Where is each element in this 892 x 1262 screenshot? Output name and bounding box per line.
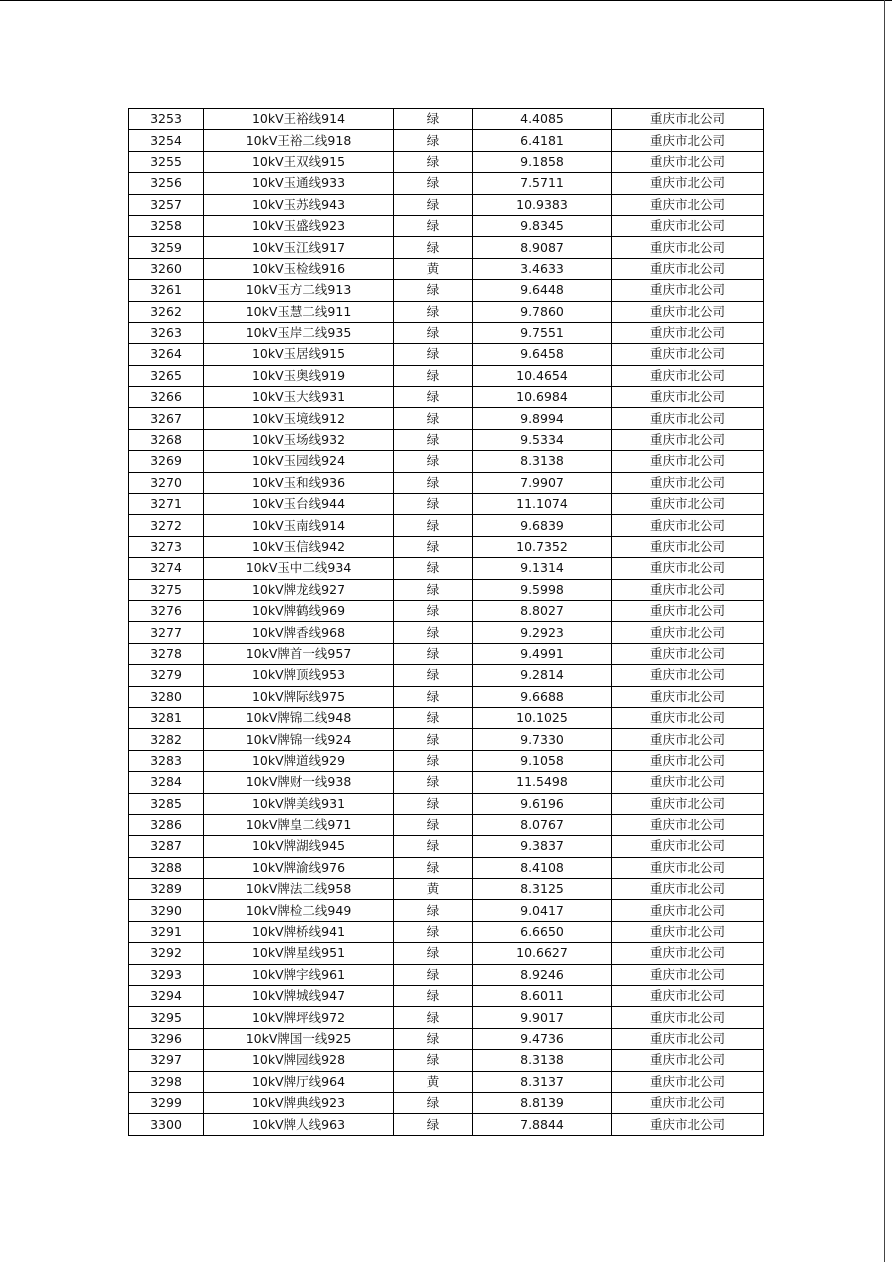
company-cell: 重庆市北公司 — [612, 772, 764, 793]
line-name-cell: 10kV牌首一线957 — [204, 643, 394, 664]
company-cell: 重庆市北公司 — [612, 600, 764, 621]
line-name-cell: 10kV牌美线931 — [204, 793, 394, 814]
status-color-cell: 绿 — [394, 1007, 473, 1028]
status-color-cell: 绿 — [394, 280, 473, 301]
table-row — [129, 814, 764, 835]
line-name-cell: 10kV牌城线947 — [204, 986, 394, 1007]
row-number-cell: 3275 — [129, 579, 204, 600]
row-number-cell: 3272 — [129, 515, 204, 536]
table-row — [129, 515, 764, 536]
value-cell: 8.4108 — [473, 857, 612, 878]
value-cell: 8.6011 — [473, 986, 612, 1007]
company-cell: 重庆市北公司 — [612, 665, 764, 686]
line-name-cell: 10kV玉信线942 — [204, 536, 394, 557]
value-cell: 9.1058 — [473, 750, 612, 771]
company-cell: 重庆市北公司 — [612, 408, 764, 429]
company-cell: 重庆市北公司 — [612, 964, 764, 985]
value-cell: 9.2923 — [473, 622, 612, 643]
row-number-cell: 3263 — [129, 322, 204, 343]
status-color-cell: 绿 — [394, 600, 473, 621]
value-cell: 8.3138 — [473, 1050, 612, 1071]
company-cell: 重庆市北公司 — [612, 943, 764, 964]
table-row — [129, 130, 764, 151]
value-cell: 9.6688 — [473, 686, 612, 707]
line-name-cell: 10kV玉大线931 — [204, 387, 394, 408]
line-name-cell: 10kV牌国一线925 — [204, 1028, 394, 1049]
value-cell: 10.4654 — [473, 365, 612, 386]
table-row — [129, 1028, 764, 1049]
row-number-cell: 3253 — [129, 109, 204, 130]
value-cell: 9.7551 — [473, 322, 612, 343]
line-name-cell: 10kV牌际线975 — [204, 686, 394, 707]
table-row — [129, 494, 764, 515]
line-data-table — [128, 108, 764, 1136]
value-cell: 7.8844 — [473, 1114, 612, 1135]
status-color-cell: 绿 — [394, 943, 473, 964]
row-number-cell: 3279 — [129, 665, 204, 686]
company-cell: 重庆市北公司 — [612, 729, 764, 750]
row-number-cell: 3289 — [129, 879, 204, 900]
row-number-cell: 3266 — [129, 387, 204, 408]
value-cell: 10.7352 — [473, 536, 612, 557]
table-row — [129, 1007, 764, 1028]
value-cell: 9.7330 — [473, 729, 612, 750]
value-cell: 9.2814 — [473, 665, 612, 686]
line-name-cell: 10kV牌顶线953 — [204, 665, 394, 686]
row-number-cell: 3271 — [129, 494, 204, 515]
status-color-cell: 绿 — [394, 387, 473, 408]
company-cell: 重庆市北公司 — [612, 472, 764, 493]
value-cell: 9.5334 — [473, 429, 612, 450]
company-cell: 重庆市北公司 — [612, 280, 764, 301]
row-number-cell: 3297 — [129, 1050, 204, 1071]
row-number-cell: 3296 — [129, 1028, 204, 1049]
company-cell: 重庆市北公司 — [612, 986, 764, 1007]
row-number-cell: 3274 — [129, 558, 204, 579]
table-row — [129, 793, 764, 814]
line-name-cell: 10kV牌坪线972 — [204, 1007, 394, 1028]
value-cell: 6.6650 — [473, 921, 612, 942]
table-row — [129, 301, 764, 322]
row-number-cell: 3283 — [129, 750, 204, 771]
table-row — [129, 344, 764, 365]
status-color-cell: 绿 — [394, 986, 473, 1007]
line-name-cell: 10kV牌鹤线969 — [204, 600, 394, 621]
status-color-cell: 黄 — [394, 1071, 473, 1092]
status-color-cell: 黄 — [394, 879, 473, 900]
status-color-cell: 绿 — [394, 665, 473, 686]
value-cell: 8.8139 — [473, 1092, 612, 1113]
line-name-cell: 10kV玉岸二线935 — [204, 322, 394, 343]
table-row — [129, 1071, 764, 1092]
row-number-cell: 3288 — [129, 857, 204, 878]
status-color-cell: 绿 — [394, 643, 473, 664]
value-cell: 9.1314 — [473, 558, 612, 579]
line-name-cell: 10kV玉奥线919 — [204, 365, 394, 386]
company-cell: 重庆市北公司 — [612, 515, 764, 536]
value-cell: 9.6839 — [473, 515, 612, 536]
row-number-cell: 3267 — [129, 408, 204, 429]
status-color-cell: 绿 — [394, 151, 473, 172]
status-color-cell: 绿 — [394, 173, 473, 194]
status-color-cell: 绿 — [394, 322, 473, 343]
value-cell: 10.9383 — [473, 194, 612, 215]
company-cell: 重庆市北公司 — [612, 258, 764, 279]
value-cell: 9.4736 — [473, 1028, 612, 1049]
value-cell: 10.1025 — [473, 707, 612, 728]
table-row — [129, 622, 764, 643]
value-cell: 9.4991 — [473, 643, 612, 664]
company-cell: 重庆市北公司 — [612, 1007, 764, 1028]
status-color-cell: 绿 — [394, 365, 473, 386]
status-color-cell: 绿 — [394, 429, 473, 450]
row-number-cell: 3291 — [129, 921, 204, 942]
line-name-cell: 10kV玉台线944 — [204, 494, 394, 515]
status-color-cell: 绿 — [394, 857, 473, 878]
row-number-cell: 3256 — [129, 173, 204, 194]
status-color-cell: 绿 — [394, 1028, 473, 1049]
value-cell: 9.0417 — [473, 900, 612, 921]
table-row — [129, 772, 764, 793]
line-name-cell: 10kV王裕二线918 — [204, 130, 394, 151]
company-cell: 重庆市北公司 — [612, 1114, 764, 1135]
company-cell: 重庆市北公司 — [612, 429, 764, 450]
line-name-cell: 10kV牌厅线964 — [204, 1071, 394, 1092]
company-cell: 重庆市北公司 — [612, 793, 764, 814]
value-cell: 8.0767 — [473, 814, 612, 835]
row-number-cell: 3298 — [129, 1071, 204, 1092]
row-number-cell: 3278 — [129, 643, 204, 664]
table-row — [129, 536, 764, 557]
value-cell: 7.9907 — [473, 472, 612, 493]
value-cell: 8.3137 — [473, 1071, 612, 1092]
table-row — [129, 472, 764, 493]
row-number-cell: 3255 — [129, 151, 204, 172]
value-cell: 9.7860 — [473, 301, 612, 322]
row-number-cell: 3254 — [129, 130, 204, 151]
table-row — [129, 280, 764, 301]
line-name-cell: 10kV牌园线928 — [204, 1050, 394, 1071]
table-row — [129, 322, 764, 343]
company-cell: 重庆市北公司 — [612, 109, 764, 130]
status-color-cell: 绿 — [394, 215, 473, 236]
row-number-cell: 3265 — [129, 365, 204, 386]
value-cell: 9.3837 — [473, 836, 612, 857]
table-row — [129, 558, 764, 579]
company-cell: 重庆市北公司 — [612, 857, 764, 878]
value-cell: 9.5998 — [473, 579, 612, 600]
company-cell: 重庆市北公司 — [612, 215, 764, 236]
value-cell: 3.4633 — [473, 258, 612, 279]
company-cell: 重庆市北公司 — [612, 750, 764, 771]
table-row — [129, 408, 764, 429]
table-row — [129, 194, 764, 215]
row-number-cell: 3280 — [129, 686, 204, 707]
table-row — [129, 665, 764, 686]
line-name-cell: 10kV牌湖线945 — [204, 836, 394, 857]
company-cell: 重庆市北公司 — [612, 1092, 764, 1113]
status-color-cell: 黄 — [394, 258, 473, 279]
company-cell: 重庆市北公司 — [612, 814, 764, 835]
company-cell: 重庆市北公司 — [612, 451, 764, 472]
company-cell: 重庆市北公司 — [612, 322, 764, 343]
table-row — [129, 237, 764, 258]
line-name-cell: 10kV牌皇二线971 — [204, 814, 394, 835]
table-row — [129, 879, 764, 900]
line-name-cell: 10kV牌法二线958 — [204, 879, 394, 900]
line-name-cell: 10kV牌锦一线924 — [204, 729, 394, 750]
company-cell: 重庆市北公司 — [612, 579, 764, 600]
row-number-cell: 3269 — [129, 451, 204, 472]
line-name-cell: 10kV牌龙线927 — [204, 579, 394, 600]
status-color-cell: 绿 — [394, 558, 473, 579]
status-color-cell: 绿 — [394, 900, 473, 921]
table-body — [129, 109, 764, 1136]
value-cell: 7.5711 — [473, 173, 612, 194]
status-color-cell: 绿 — [394, 130, 473, 151]
line-name-cell: 10kV王裕线914 — [204, 109, 394, 130]
line-name-cell: 10kV玉中二线934 — [204, 558, 394, 579]
value-cell: 9.1858 — [473, 151, 612, 172]
status-color-cell: 绿 — [394, 536, 473, 557]
table-row — [129, 986, 764, 1007]
row-number-cell: 3276 — [129, 600, 204, 621]
line-name-cell: 10kV玉盛线923 — [204, 215, 394, 236]
page-top-edge — [0, 0, 892, 1]
table-row — [129, 964, 764, 985]
table-row — [129, 686, 764, 707]
company-cell: 重庆市北公司 — [612, 836, 764, 857]
row-number-cell: 3284 — [129, 772, 204, 793]
row-number-cell: 3287 — [129, 836, 204, 857]
table-row — [129, 836, 764, 857]
line-name-cell: 10kV牌典线923 — [204, 1092, 394, 1113]
table-row — [129, 387, 764, 408]
status-color-cell: 绿 — [394, 707, 473, 728]
company-cell: 重庆市北公司 — [612, 921, 764, 942]
company-cell: 重庆市北公司 — [612, 344, 764, 365]
row-number-cell: 3262 — [129, 301, 204, 322]
company-cell: 重庆市北公司 — [612, 387, 764, 408]
company-cell: 重庆市北公司 — [612, 558, 764, 579]
table-row — [129, 750, 764, 771]
company-cell: 重庆市北公司 — [612, 494, 764, 515]
line-name-cell: 10kV玉慧二线911 — [204, 301, 394, 322]
line-name-cell: 10kV玉通线933 — [204, 173, 394, 194]
status-color-cell: 绿 — [394, 750, 473, 771]
line-name-cell: 10kV牌香线968 — [204, 622, 394, 643]
value-cell: 9.8345 — [473, 215, 612, 236]
value-cell: 8.3125 — [473, 879, 612, 900]
table-row — [129, 643, 764, 664]
table-row — [129, 215, 764, 236]
table-row — [129, 729, 764, 750]
value-cell: 4.4085 — [473, 109, 612, 130]
row-number-cell: 3260 — [129, 258, 204, 279]
table-row — [129, 900, 764, 921]
status-color-cell: 绿 — [394, 344, 473, 365]
table-row — [129, 429, 764, 450]
value-cell: 10.6984 — [473, 387, 612, 408]
table-row — [129, 258, 764, 279]
line-name-cell: 10kV玉境线912 — [204, 408, 394, 429]
line-name-cell: 10kV牌检二线949 — [204, 900, 394, 921]
status-color-cell: 绿 — [394, 408, 473, 429]
status-color-cell: 绿 — [394, 836, 473, 857]
table-row — [129, 707, 764, 728]
table-row — [129, 943, 764, 964]
status-color-cell: 绿 — [394, 921, 473, 942]
value-cell: 8.3138 — [473, 451, 612, 472]
line-name-cell: 10kV牌人线963 — [204, 1114, 394, 1135]
row-number-cell: 3292 — [129, 943, 204, 964]
company-cell: 重庆市北公司 — [612, 365, 764, 386]
row-number-cell: 3285 — [129, 793, 204, 814]
line-name-cell: 10kV牌财一线938 — [204, 772, 394, 793]
line-name-cell: 10kV玉场线932 — [204, 429, 394, 450]
table-row — [129, 1092, 764, 1113]
company-cell: 重庆市北公司 — [612, 643, 764, 664]
row-number-cell: 3257 — [129, 194, 204, 215]
line-name-cell: 10kV牌宇线961 — [204, 964, 394, 985]
table-row — [129, 579, 764, 600]
value-cell: 8.8027 — [473, 600, 612, 621]
status-color-cell: 绿 — [394, 793, 473, 814]
company-cell: 重庆市北公司 — [612, 707, 764, 728]
row-number-cell: 3300 — [129, 1114, 204, 1135]
company-cell: 重庆市北公司 — [612, 900, 764, 921]
row-number-cell: 3295 — [129, 1007, 204, 1028]
line-name-cell: 10kV玉苏线943 — [204, 194, 394, 215]
row-number-cell: 3281 — [129, 707, 204, 728]
company-cell: 重庆市北公司 — [612, 301, 764, 322]
table-row — [129, 857, 764, 878]
company-cell: 重庆市北公司 — [612, 1050, 764, 1071]
status-color-cell: 绿 — [394, 237, 473, 258]
value-cell: 8.9246 — [473, 964, 612, 985]
company-cell: 重庆市北公司 — [612, 1071, 764, 1092]
company-cell: 重庆市北公司 — [612, 1028, 764, 1049]
line-name-cell: 10kV玉居线915 — [204, 344, 394, 365]
line-name-cell: 10kV牌星线951 — [204, 943, 394, 964]
value-cell: 9.6448 — [473, 280, 612, 301]
row-number-cell: 3273 — [129, 536, 204, 557]
value-cell: 11.1074 — [473, 494, 612, 515]
table-row — [129, 921, 764, 942]
row-number-cell: 3293 — [129, 964, 204, 985]
value-cell: 8.9087 — [473, 237, 612, 258]
line-name-cell: 10kV玉和线936 — [204, 472, 394, 493]
value-cell: 9.8994 — [473, 408, 612, 429]
table-row — [129, 365, 764, 386]
status-color-cell: 绿 — [394, 515, 473, 536]
company-cell: 重庆市北公司 — [612, 151, 764, 172]
line-name-cell: 10kV玉南线914 — [204, 515, 394, 536]
line-name-cell: 10kV玉园线924 — [204, 451, 394, 472]
table-row — [129, 109, 764, 130]
status-color-cell: 绿 — [394, 472, 473, 493]
line-name-cell: 10kV玉江线917 — [204, 237, 394, 258]
company-cell: 重庆市北公司 — [612, 879, 764, 900]
status-color-cell: 绿 — [394, 494, 473, 515]
status-color-cell: 绿 — [394, 686, 473, 707]
company-cell: 重庆市北公司 — [612, 536, 764, 557]
status-color-cell: 绿 — [394, 1092, 473, 1113]
value-cell: 9.6196 — [473, 793, 612, 814]
row-number-cell: 3264 — [129, 344, 204, 365]
row-number-cell: 3277 — [129, 622, 204, 643]
status-color-cell: 绿 — [394, 964, 473, 985]
row-number-cell: 3268 — [129, 429, 204, 450]
value-cell: 10.6627 — [473, 943, 612, 964]
row-number-cell: 3261 — [129, 280, 204, 301]
value-cell: 9.6458 — [473, 344, 612, 365]
status-color-cell: 绿 — [394, 451, 473, 472]
company-cell: 重庆市北公司 — [612, 173, 764, 194]
value-cell: 6.4181 — [473, 130, 612, 151]
table-row — [129, 451, 764, 472]
company-cell: 重庆市北公司 — [612, 237, 764, 258]
company-cell: 重庆市北公司 — [612, 194, 764, 215]
company-cell: 重庆市北公司 — [612, 622, 764, 643]
line-name-cell: 10kV牌桥线941 — [204, 921, 394, 942]
status-color-cell: 绿 — [394, 622, 473, 643]
status-color-cell: 绿 — [394, 1114, 473, 1135]
status-color-cell: 绿 — [394, 109, 473, 130]
status-color-cell: 绿 — [394, 579, 473, 600]
line-name-cell: 10kV牌渝线976 — [204, 857, 394, 878]
line-name-cell: 10kV牌道线929 — [204, 750, 394, 771]
status-color-cell: 绿 — [394, 729, 473, 750]
company-cell: 重庆市北公司 — [612, 686, 764, 707]
line-name-cell: 10kV玉方二线913 — [204, 280, 394, 301]
line-name-cell: 10kV牌锦二线948 — [204, 707, 394, 728]
row-number-cell: 3299 — [129, 1092, 204, 1113]
table-row — [129, 600, 764, 621]
row-number-cell: 3294 — [129, 986, 204, 1007]
page-right-edge — [884, 0, 885, 1262]
status-color-cell: 绿 — [394, 814, 473, 835]
table-row — [129, 151, 764, 172]
row-number-cell: 3282 — [129, 729, 204, 750]
row-number-cell: 3270 — [129, 472, 204, 493]
status-color-cell: 绿 — [394, 772, 473, 793]
table-row — [129, 1114, 764, 1135]
row-number-cell: 3258 — [129, 215, 204, 236]
row-number-cell: 3286 — [129, 814, 204, 835]
table-row — [129, 1050, 764, 1071]
row-number-cell: 3290 — [129, 900, 204, 921]
value-cell: 9.9017 — [473, 1007, 612, 1028]
table-row — [129, 173, 764, 194]
status-color-cell: 绿 — [394, 1050, 473, 1071]
line-name-cell: 10kV王双线915 — [204, 151, 394, 172]
value-cell: 11.5498 — [473, 772, 612, 793]
status-color-cell: 绿 — [394, 194, 473, 215]
status-color-cell: 绿 — [394, 301, 473, 322]
line-name-cell: 10kV玉检线916 — [204, 258, 394, 279]
row-number-cell: 3259 — [129, 237, 204, 258]
company-cell: 重庆市北公司 — [612, 130, 764, 151]
